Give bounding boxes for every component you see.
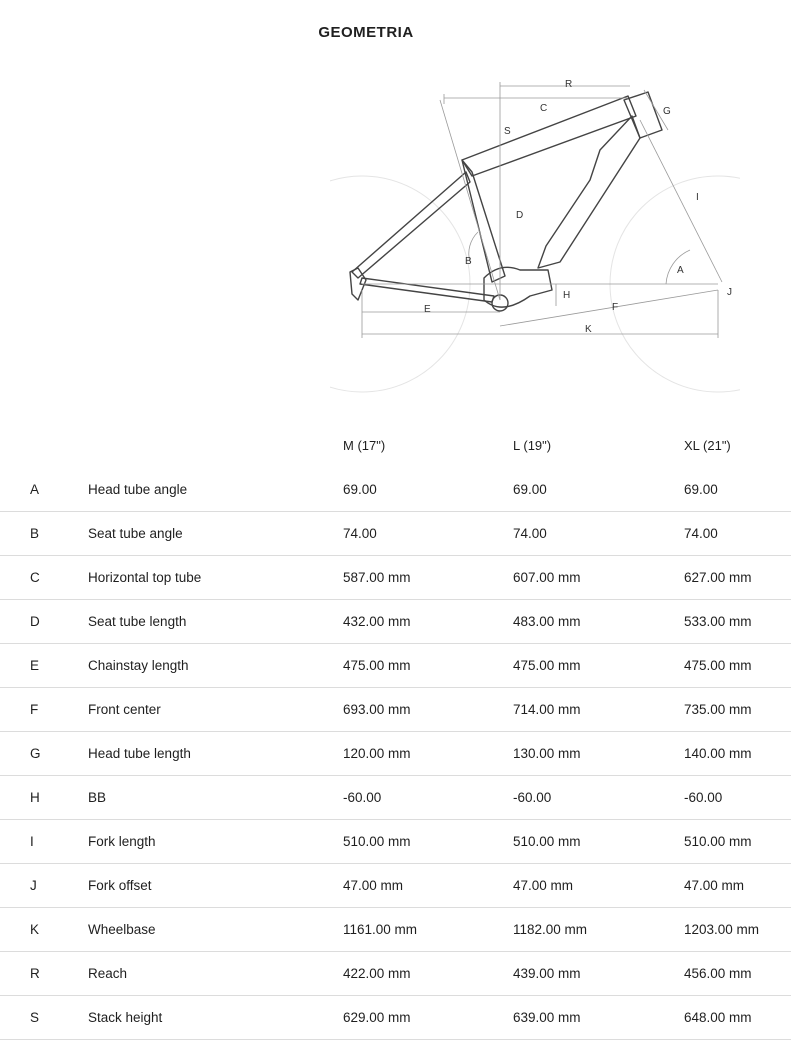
row-name: Fork length [88, 834, 156, 849]
value-xl: 648.00 mm [684, 1010, 752, 1025]
value-m: 475.00 mm [343, 658, 411, 673]
value-xl: 1203.00 mm [684, 922, 760, 937]
label-i: I [696, 192, 699, 203]
row-name: Reach [88, 966, 128, 981]
row-name: Fork offset [88, 878, 152, 893]
size-header-l: L (19") [513, 438, 552, 453]
row-code: S [30, 1010, 40, 1025]
value-l: 47.00 mm [513, 878, 574, 893]
label-h: H [563, 290, 571, 301]
label-r: R [565, 79, 573, 90]
table-row [0, 512, 791, 556]
label-c: C [540, 103, 548, 114]
table-row [0, 732, 791, 776]
value-m: 510.00 mm [343, 834, 411, 849]
value-m: 120.00 mm [343, 746, 411, 761]
value-l: 714.00 mm [513, 702, 581, 717]
label-e: E [424, 304, 431, 315]
row-name: Seat tube angle [88, 526, 183, 541]
row-code: I [30, 834, 34, 849]
value-l: -60.00 [513, 790, 552, 805]
value-l: 69.00 [513, 482, 547, 497]
page-title: GEOMETRIA [318, 24, 414, 41]
table-row [0, 820, 791, 864]
value-xl: -60.00 [684, 790, 723, 805]
top-tube [462, 96, 636, 176]
bike-frame [350, 92, 662, 311]
value-xl: 627.00 mm [684, 570, 752, 585]
row-code: K [30, 922, 40, 937]
row-name: Chainstay length [88, 658, 189, 673]
table-row [0, 688, 791, 732]
label-f: F [612, 302, 619, 313]
value-m: 47.00 mm [343, 878, 404, 893]
table-row [0, 556, 791, 600]
row-name: Seat tube length [88, 614, 187, 629]
row-code: J [30, 878, 37, 893]
value-l: 510.00 mm [513, 834, 581, 849]
row-name: Head tube length [88, 746, 191, 761]
value-l: 74.00 [513, 526, 547, 541]
row-code: A [30, 482, 40, 497]
value-m: 74.00 [343, 526, 377, 541]
label-k: K [585, 324, 592, 335]
value-xl: 69.00 [684, 482, 718, 497]
value-l: 639.00 mm [513, 1010, 581, 1025]
value-l: 130.00 mm [513, 746, 581, 761]
bottom-bracket-shell [484, 267, 552, 307]
size-header-m: M (17") [343, 438, 386, 453]
value-m: -60.00 [343, 790, 382, 805]
dimension-lines [362, 82, 722, 338]
table-row [0, 600, 791, 644]
value-l: 439.00 mm [513, 966, 581, 981]
table-row [0, 644, 791, 688]
value-xl: 140.00 mm [684, 746, 752, 761]
geometry-table [0, 426, 791, 1040]
row-code: R [30, 966, 40, 981]
table-row [0, 864, 791, 908]
row-code: C [30, 570, 40, 585]
value-xl: 735.00 mm [684, 702, 752, 717]
value-xl: 456.00 mm [684, 966, 752, 981]
value-xl: 475.00 mm [684, 658, 752, 673]
row-code: E [30, 658, 40, 673]
value-m: 432.00 mm [343, 614, 411, 629]
row-name: Stack height [88, 1010, 163, 1025]
value-xl: 47.00 mm [684, 878, 745, 893]
value-l: 483.00 mm [513, 614, 581, 629]
table-row [0, 468, 791, 512]
row-name: Horizontal top tube [88, 570, 202, 585]
table-row [0, 952, 791, 996]
label-b: B [465, 256, 472, 267]
value-m: 587.00 mm [343, 570, 411, 585]
value-l: 1182.00 mm [513, 922, 588, 937]
row-code: D [30, 614, 40, 629]
value-m: 693.00 mm [343, 702, 411, 717]
row-code: G [30, 746, 41, 761]
table-header [0, 426, 791, 468]
value-xl: 74.00 [684, 526, 718, 541]
chain-stay [360, 278, 494, 302]
value-l: 475.00 mm [513, 658, 581, 673]
value-m: 422.00 mm [343, 966, 411, 981]
label-s: S [504, 126, 511, 137]
value-xl: 533.00 mm [684, 614, 752, 629]
row-name: Front center [88, 702, 161, 717]
value-m: 1161.00 mm [343, 922, 418, 937]
size-header-xl: XL (21") [684, 438, 731, 453]
value-xl: 510.00 mm [684, 834, 752, 849]
frame-geometry-diagram [330, 64, 740, 394]
value-m: 629.00 mm [343, 1010, 411, 1025]
row-name: Wheelbase [88, 922, 156, 937]
value-m: 69.00 [343, 482, 377, 497]
table-row [0, 996, 791, 1040]
row-code: F [30, 702, 39, 717]
label-a: A [677, 265, 684, 276]
label-d: D [516, 210, 524, 221]
table-row [0, 908, 791, 952]
value-l: 607.00 mm [513, 570, 581, 585]
table-row [0, 776, 791, 820]
row-name: BB [88, 790, 107, 805]
row-name: Head tube angle [88, 482, 188, 497]
down-tube [538, 116, 640, 268]
row-code: B [30, 526, 40, 541]
label-g: G [663, 106, 671, 117]
label-j: J [727, 287, 732, 298]
row-code: H [30, 790, 40, 805]
